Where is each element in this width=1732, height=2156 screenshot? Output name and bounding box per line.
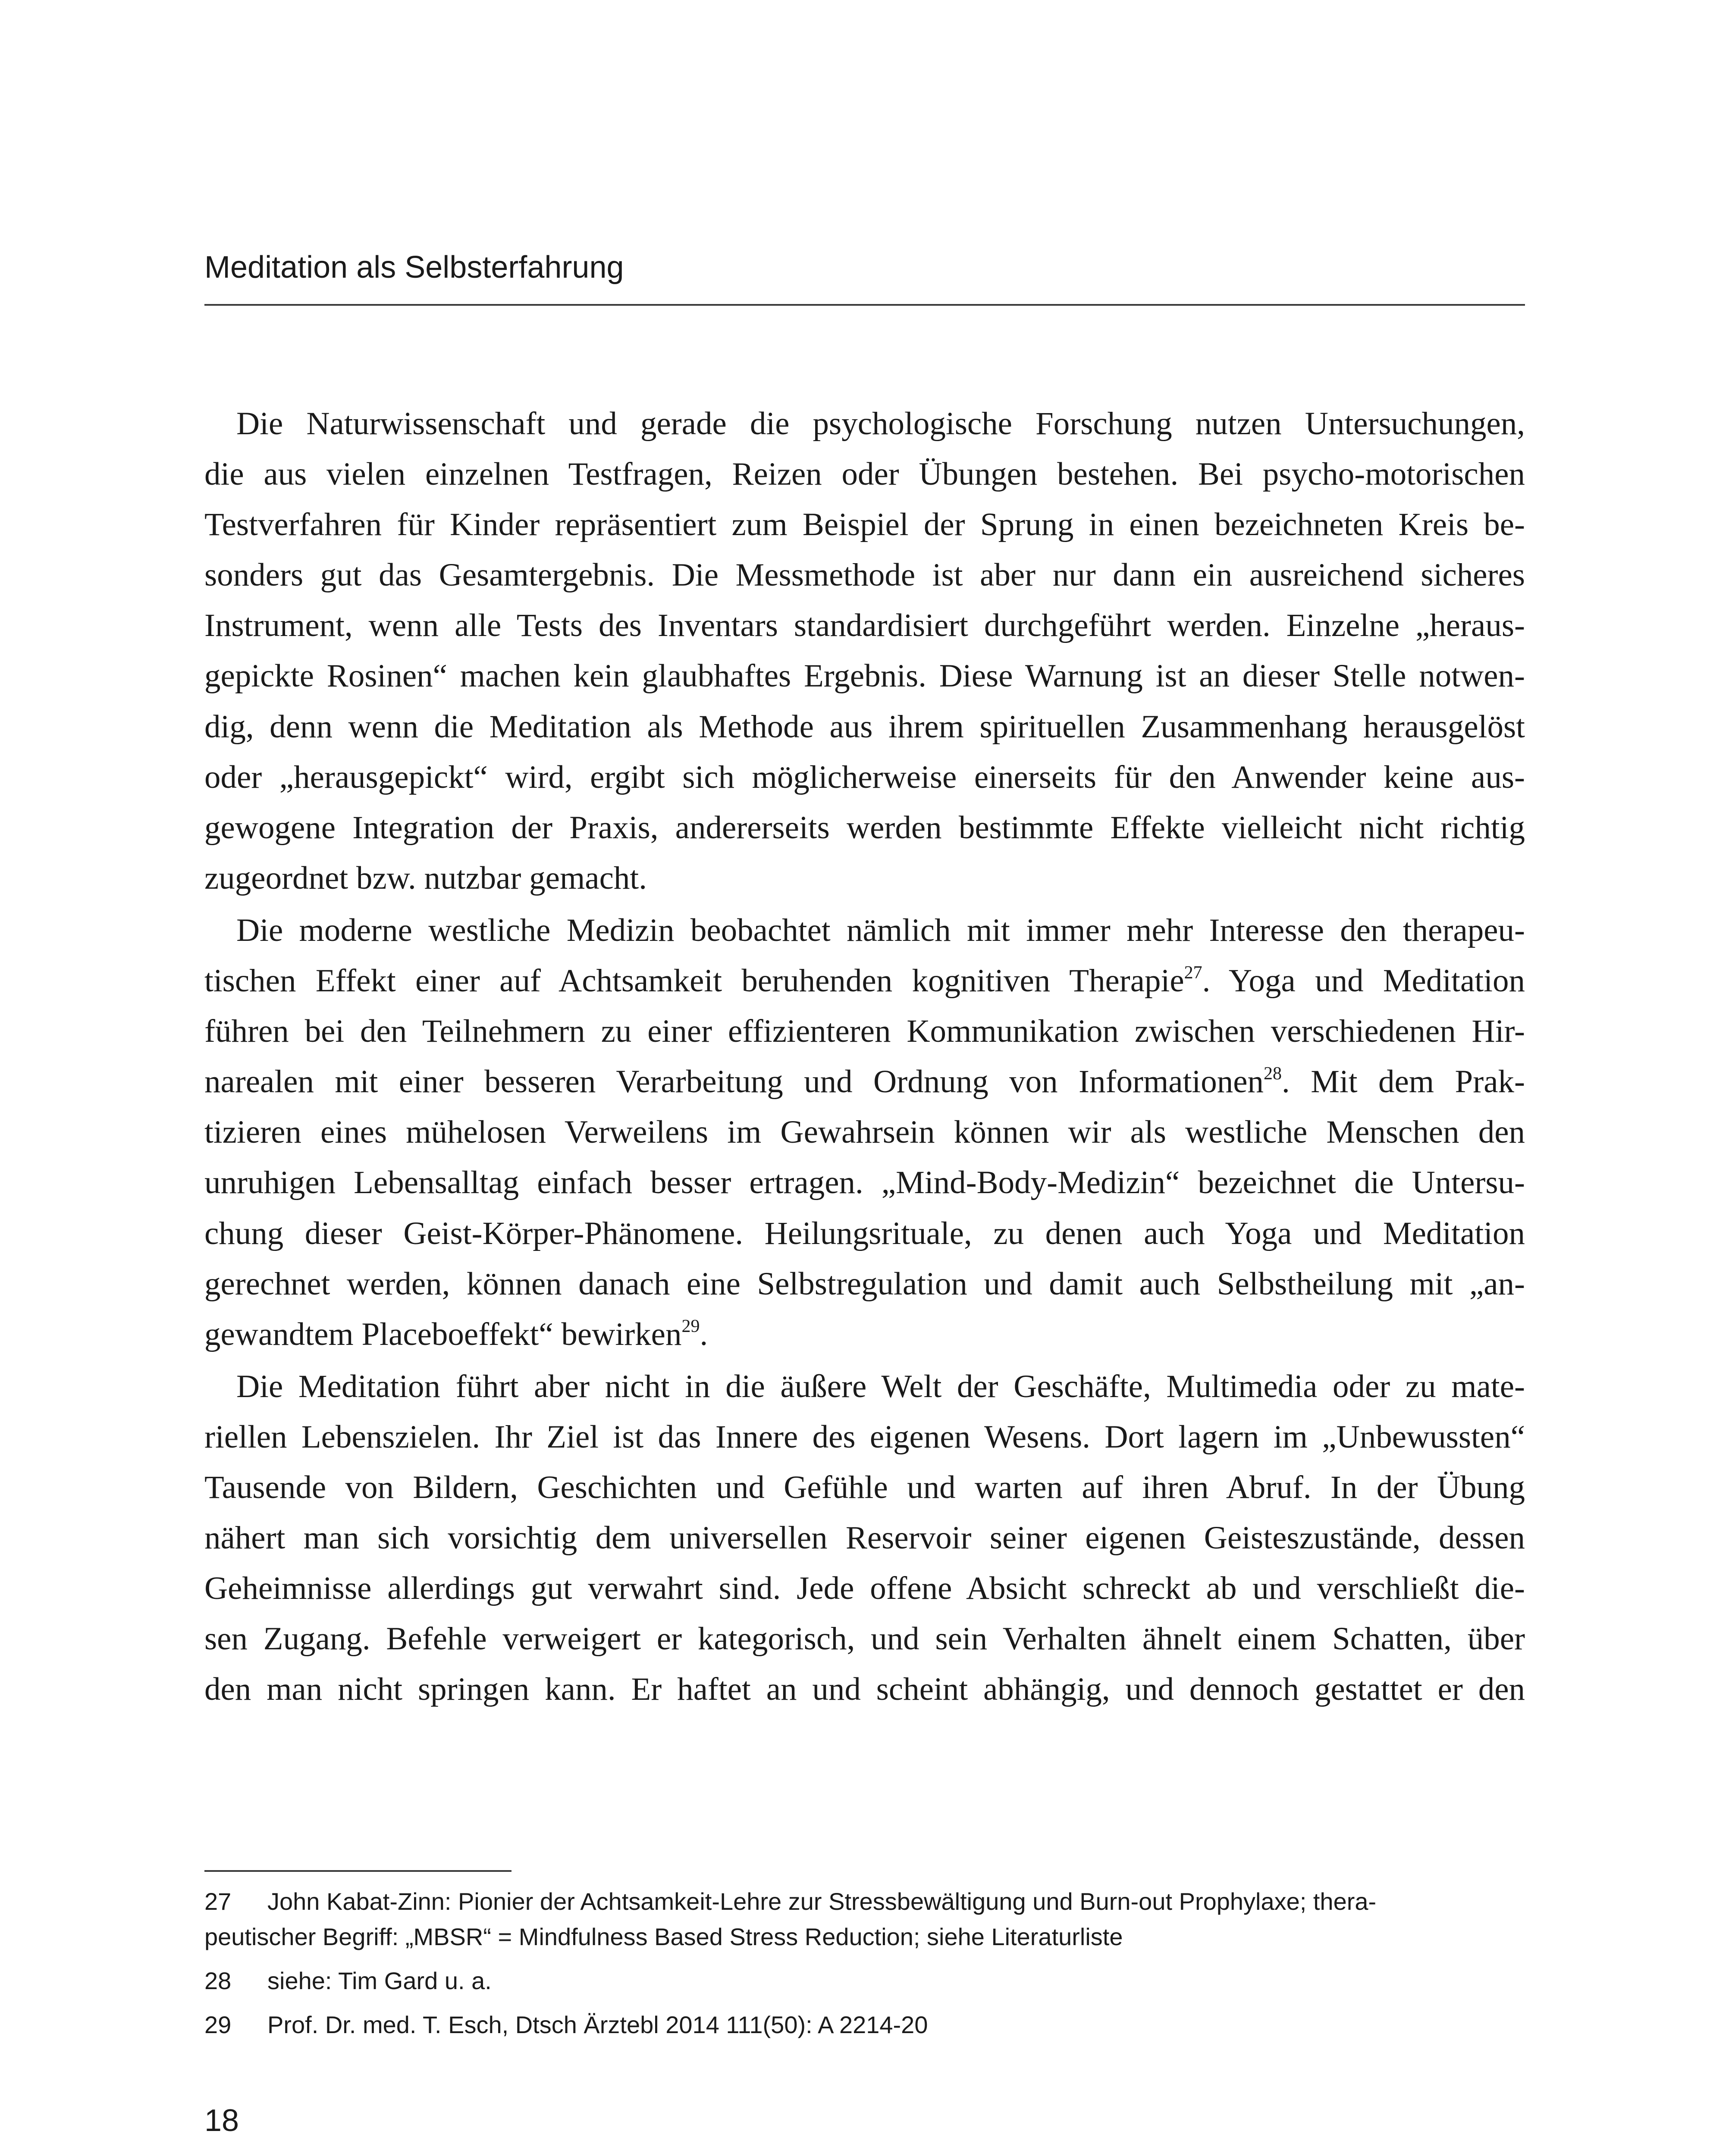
text-line: chung dieser Geist-Körper-Phänomene. Heilungsrituale, zu denen auch Yoga und Meditation: [204, 1215, 1525, 1251]
footnote-ref-27[interactable]: 27: [1184, 963, 1202, 983]
footnotes: [204, 1884, 1525, 2051]
header-rule: [204, 304, 1525, 306]
text-segment: .: [700, 1316, 708, 1352]
footnote-29: [204, 2007, 1525, 2043]
footnote-number: 28: [204, 1967, 232, 1994]
text-line: gepickte Rosinen“ machen kein glaubhaftes Ergebnis. Diese Warnung ist an dieser Stelle notwen-: [204, 658, 1525, 694]
text-line: dig, denn wenn die Meditation als Methode aus ihrem spirituellen Zusammenhang herausgelöst: [204, 708, 1525, 745]
text-line: zugeordnet bzw. nutzbar gemacht.: [204, 860, 647, 896]
text-segment: narealen mit einer besseren Verarbeitung und Ordnung von Informationen: [204, 1064, 1264, 1100]
page-number: 18: [204, 2103, 239, 2138]
text-line: unruhigen Lebensalltag einfach besser ertragen. „Mind-Body-Medizin“ bezeichnet die Untersu-: [204, 1165, 1525, 1201]
text-line: Testverfahren für Kinder repräsentiert zum Beispiel der Sprung in einen bezeichneten Kreis be-: [204, 507, 1525, 543]
footnote-line: John Kabat-Zinn: Pionier der Achtsamkeit-Lehre zur Stressbewältigung und Burn-out Prophylaxe; thera-: [267, 1888, 1377, 1915]
body-text: [204, 398, 1525, 1714]
text-line: führen bei den Teilnehmern zu einer effizienteren Kommunikation zwischen verschiedenen Hir-: [204, 1013, 1525, 1050]
footnote-number: 29: [204, 2011, 232, 2038]
text-line: [204, 1056, 1525, 1107]
footnote-line: peutischer Begriff: „MBSR“ = Mindfulness Based Stress Reduction; siehe Literaturliste: [204, 1923, 1123, 1950]
text-line: Geheimnisse allerdings gut verwahrt sind. Jede offene Absicht schreckt ab und verschließt die-: [204, 1570, 1525, 1607]
footnote-27: [204, 1884, 1525, 1955]
footnote-text: [267, 1963, 1525, 1999]
footnote-number: 27: [204, 1888, 232, 1915]
footnote-ref-28[interactable]: 28: [1264, 1064, 1282, 1084]
running-head: Meditation als Selbsterfahrung: [204, 250, 624, 285]
paragraph-3: [204, 1361, 1525, 1715]
text-line: oder „herausgepickt“ wird, ergibt sich möglicherweise einerseits für den Anwender keine aus-: [204, 759, 1525, 795]
footnote-line: siehe: Tim Gard u. a.: [267, 1967, 492, 1994]
text-line: gewogene Integration der Praxis, andererseits werden bestimmte Effekte vielleicht nicht richtig: [204, 809, 1525, 846]
text-segment: tischen Effekt einer auf Achtsamkeit beruhenden kognitiven Therapie: [204, 963, 1184, 999]
text-line: [204, 1309, 1525, 1360]
text-line: Instrument, wenn alle Tests des Inventars standardisiert durchgeführt werden. Einzelne „heraus-: [204, 608, 1525, 644]
text-segment: . Mit dem Prak-: [1282, 1064, 1525, 1100]
text-line: tizieren eines mühelosen Verweilens im Gewahrsein können wir als westliche Menschen den: [204, 1114, 1525, 1150]
paragraph-2: [204, 905, 1525, 1360]
footnote-rule: [204, 1870, 511, 1872]
text-line: nähert man sich vorsichtig dem universellen Reservoir seiner eigenen Geisteszustände, dessen: [204, 1520, 1525, 1556]
footnote-ref-29[interactable]: 29: [681, 1316, 700, 1336]
text-line: den man nicht springen kann. Er haftet an und scheint abhängig, und dennoch gestattet er den: [204, 1671, 1525, 1708]
text-line: riellen Lebenszielen. Ihr Ziel ist das Innere des eigenen Wesens. Dort lagern im „Unbewussten“: [204, 1419, 1525, 1455]
text-segment: gewandtem Placeboeffekt“ bewirken: [204, 1316, 682, 1352]
text-line: gerechnet werden, können danach eine Selbstregulation und damit auch Selbstheilung mit „an-: [204, 1266, 1525, 1302]
text-line: die aus vielen einzelnen Testfragen, Reizen oder Übungen bestehen. Bei psycho-motorischen: [204, 456, 1525, 492]
text-line: Die Naturwissenschaft und gerade die psychologische Forschung nutzen Untersuchungen,: [236, 406, 1525, 442]
footnote-text: [267, 2007, 1525, 2043]
paragraph-1: [204, 398, 1525, 903]
footnote-28: [204, 1963, 1525, 1999]
text-line: [204, 956, 1525, 1006]
footnote-line: Prof. Dr. med. T. Esch, Dtsch Ärztebl 2014 111(50): A 2214-20: [267, 2011, 928, 2038]
text-line: Die moderne westliche Medizin beobachtet nämlich mit immer mehr Interesse den therapeu-: [236, 912, 1525, 948]
text-segment: . Yoga und Meditation: [1202, 963, 1525, 999]
text-line: sonders gut das Gesamtergebnis. Die Messmethode ist aber nur dann ein ausreichend sicheres: [204, 557, 1525, 593]
text-line: sen Zugang. Befehle verweigert er kategorisch, und sein Verhalten ähnelt einem Schatten, über: [204, 1621, 1525, 1657]
text-line: Die Meditation führt aber nicht in die äußere Welt der Geschäfte, Multimedia oder zu mate-: [236, 1368, 1525, 1404]
text-line: Tausende von Bildern, Geschichten und Gefühle und warten auf ihren Abruf. In der Übung: [204, 1469, 1525, 1505]
